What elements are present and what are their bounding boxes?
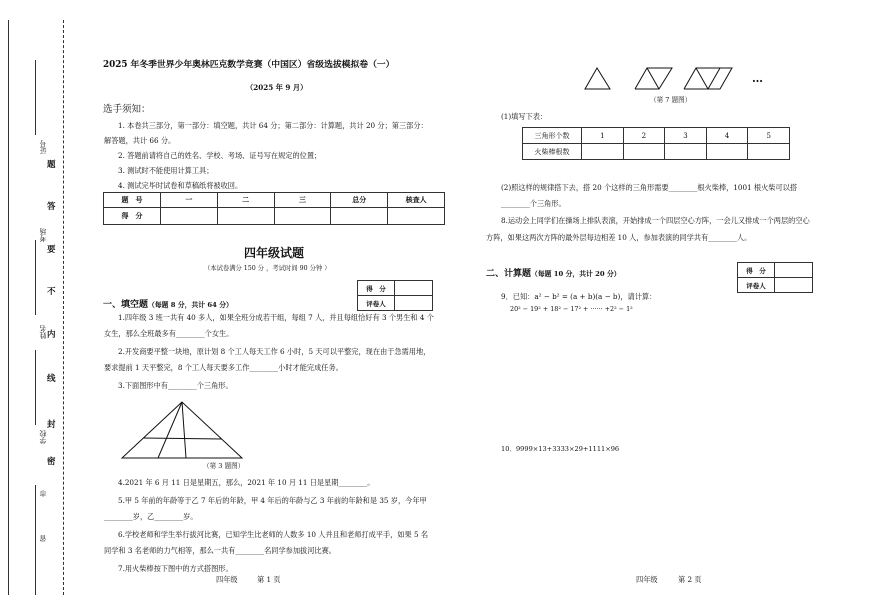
seal-char: 内 <box>47 330 56 340</box>
exam-room-line <box>35 240 36 315</box>
q7-line: 7.用火柴棒按下图中的方式搭图形。 <box>118 564 233 573</box>
q7-part2-line: ________个三角形。 <box>501 199 566 208</box>
q5-line: ________岁，乙________岁。 <box>104 512 198 521</box>
q4-line: 4.2021 年 6 月 11 日是星期五，那么，2021 年 10 月 11 日是星期________。 <box>118 478 375 487</box>
school-label: 学校 <box>39 430 47 444</box>
city-line <box>35 485 36 545</box>
q7-cell <box>706 144 748 160</box>
province-label: 省 <box>39 535 47 542</box>
q3-line: 3.下面图形中有________个三角形。 <box>118 381 233 390</box>
grader-score-cell <box>395 281 433 296</box>
q8-line: 方阵，如果这两次方阵的最外层每边相差 10 人，参加表演的同学共有________人。 <box>486 233 752 242</box>
score-table <box>103 192 445 225</box>
score-cell <box>388 208 445 225</box>
score-cell <box>160 208 217 225</box>
grader-name-cell <box>775 278 813 293</box>
score-table-header: 三 <box>274 193 331 208</box>
q1-line: 1.四年级 3 班一共有 40 多人，如果全班分成若干组，每组 7 人，并且每组恰好有 3 个男生和 4 个 <box>118 313 434 322</box>
q7-cell <box>582 144 624 160</box>
section2-name: 计算题 <box>504 269 532 279</box>
cert-no-line <box>35 60 36 135</box>
seal-char: 封 <box>47 420 56 430</box>
footer-left-page: 第 1 页 <box>257 575 281 584</box>
match-triangle-1 <box>585 68 610 89</box>
exam-title: 2025 年冬季世界少年奥林匹克数学竞赛（中国区）省级选拔模拟卷（一） <box>103 60 395 70</box>
q9-line: 9．已知：a² − b² = (a + b)(a − b)，请计算： <box>501 292 657 301</box>
grade-title: 四年级试题 <box>244 246 305 260</box>
province-line <box>35 545 36 595</box>
footer-left-grade: 四年级 <box>216 575 238 584</box>
score-cell <box>331 208 388 225</box>
score-table-header: 一 <box>160 193 217 208</box>
fig7-caption: （第 7 题图） <box>650 96 692 104</box>
q7-cell: 3 <box>665 128 707 144</box>
grader-name-cell <box>395 296 433 311</box>
q3-outer-triangle <box>122 402 242 458</box>
match-triangle-3 <box>684 68 732 89</box>
section1-name: 填空题 <box>121 300 149 310</box>
q7-cell: 5 <box>748 128 790 144</box>
q2-line: 要求提前 1 天平整完，8 个工人每天要多工作________小时才能完成任务。 <box>104 363 343 372</box>
q7-row2-label: 火柴棒根数 <box>523 144 582 160</box>
q7-cell: 2 <box>623 128 665 144</box>
section2-note: （每题 10 分，共计 20 分） <box>531 270 621 278</box>
q7-cell <box>748 144 790 160</box>
q7-cell: 4 <box>706 128 748 144</box>
q3-inner-line <box>182 402 186 458</box>
name-label: 姓名 <box>39 325 47 339</box>
q10-line: 10．9999×13+3333×29+1111×96 <box>501 445 620 453</box>
notice-item: 3. 测试时不能使用计算工具； <box>118 166 214 175</box>
score-table-header: 二 <box>217 193 274 208</box>
section1-number: 一、 <box>103 300 122 310</box>
score-table-header: 核查人 <box>388 193 445 208</box>
section2-heading <box>486 266 621 279</box>
q7-row1-label: 三角形个数 <box>523 128 582 144</box>
seal-char: 不 <box>47 287 56 297</box>
notice-heading: 选手须知： <box>103 104 151 115</box>
section1-note: （每题 8 分，共计 64 分） <box>148 301 233 309</box>
q7-cell: 1 <box>582 128 624 144</box>
score-table-header: 总分 <box>331 193 388 208</box>
q3-inner-line <box>143 438 222 439</box>
grader-score-cell <box>775 263 813 278</box>
notice-item: 1. 本卷共三部分，第一部分：填空题，共计 64 分；第二部分：计算题，共计 20 分；第三部分： <box>118 121 428 130</box>
notice-item: 解答题，共计 66 分。 <box>104 136 176 145</box>
q7-part2-line: (2)照这样的规律搭下去，搭 20 个这样的三角形需要________根火柴棒，1001 根火柴可以搭 <box>501 183 798 192</box>
section1-heading <box>103 297 233 310</box>
q6-line: 同学和 3 名老师的力气相等，那么一共有________名同学参加拔河比赛。 <box>104 546 336 555</box>
name-line <box>35 350 36 425</box>
grader-table-2 <box>737 262 813 293</box>
grader-table-1 <box>357 280 433 311</box>
grader-score-label: 得 分 <box>738 263 775 278</box>
seal-char: 答 <box>47 202 56 212</box>
grader-score-label: 得 分 <box>358 281 395 296</box>
fig3-caption: （第 3 题图） <box>203 462 245 470</box>
seal-char: 要 <box>47 245 56 255</box>
q8-line: 8.运动会上同学们在操场上排队表演，开始排成一个四层空心方阵，一会儿又排成一个两层的空心 <box>501 216 810 225</box>
score-table-header: 题 号 <box>104 193 161 208</box>
exam-room-label: 考场 <box>39 228 47 242</box>
q7-cell <box>623 144 665 160</box>
city-label: 市 <box>39 490 47 497</box>
q1-line: 女生，那么全班最多有________个女生。 <box>104 329 234 338</box>
footer-right-grade: 四年级 <box>636 575 658 584</box>
grader-name-label: 评卷人 <box>358 296 395 311</box>
q3-inner-line <box>158 402 182 458</box>
seal-char: 密 <box>47 457 56 467</box>
fig7-ellipsis: … <box>752 72 763 85</box>
seal-char: 线 <box>47 374 56 384</box>
q9-expression: 20² − 19² + 18² − 17² + ······ +2² − 1² <box>510 305 633 313</box>
q3-figure <box>120 400 245 462</box>
exam-info: （本试卷满分 150 分 ，考试时间 90 分钟 ） <box>204 265 331 272</box>
binding-line-seal <box>63 20 64 595</box>
exam-date: （2025 年 9 月） <box>246 83 308 92</box>
notice-item: 2. 答题前请将自己的姓名、学校、考场、证号写在规定的位置； <box>118 151 322 160</box>
footer-right-page: 第 2 页 <box>678 575 702 584</box>
q7-figure <box>583 66 758 92</box>
q7-cell <box>665 144 707 160</box>
score-table-row-label: 得 分 <box>104 208 161 225</box>
grader-name-label: 评卷人 <box>738 278 775 293</box>
section2-number: 二、 <box>486 269 505 279</box>
q6-line: 6.学校老师和学生举行拔河比赛，已知学生比老师的人数多 10 人并且和老师打成平手，如果 5 名 <box>118 530 429 539</box>
q7-part1: (1)填写下表： <box>501 112 548 121</box>
score-cell <box>274 208 331 225</box>
q2-line: 2.开发商要平整一块地，原计划 8 个工人每天工作 6 小时，5 天可以平整完，现在由于急需用地， <box>118 347 431 356</box>
notice-item: 4. 测试完毕时试卷和草稿纸将被收回。 <box>118 181 243 190</box>
binding-line-outer <box>8 20 9 595</box>
cert-no-label: 证号 <box>39 140 47 154</box>
score-cell <box>217 208 274 225</box>
q5-line: 5.甲 5 年前的年龄等于乙 7 年后的年龄，甲 4 年后的年龄与乙 3 年前的年龄和是 35 岁，今年甲 <box>118 496 427 505</box>
seal-char: 题 <box>47 160 56 170</box>
q7-table <box>522 127 790 160</box>
